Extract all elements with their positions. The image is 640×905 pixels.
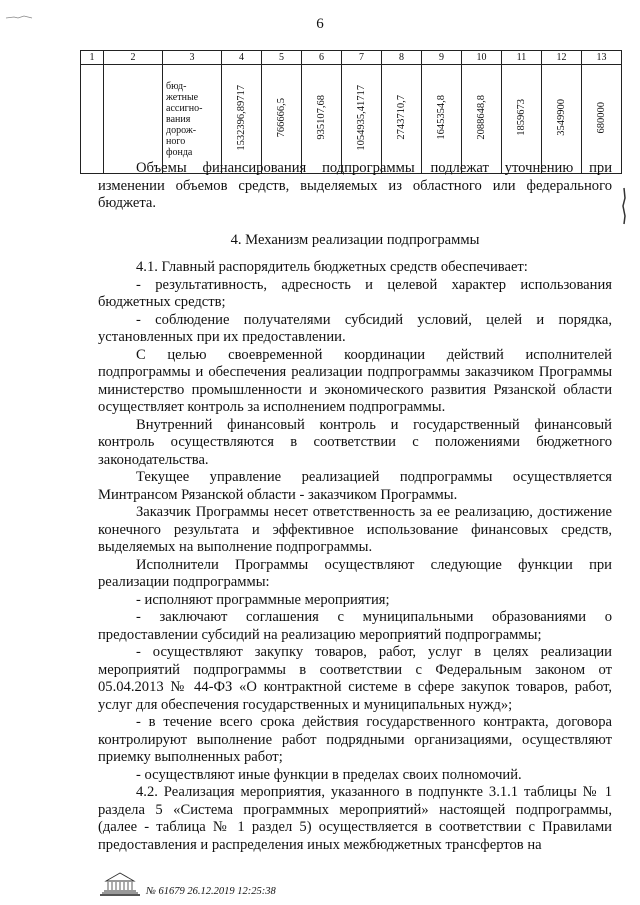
table-value-cell: 1532396,89717	[222, 65, 262, 174]
paragraph: С целью своевременной координации действий исполнителей подпрограммы и обеспечения реализации подпрограммы заказчиком Программы министерство промышленности и экономического развития Рязанской области осуществляет контроль за исполнением подпрограммы.	[98, 346, 612, 415]
table-header-cell: 5	[262, 51, 302, 65]
list-item: - заключают соглашения с муниципальными образованиями о предоставлении субсидий на реализацию мероприятий подпрограммы;	[98, 609, 612, 643]
document-body	[98, 160, 612, 854]
table-header-cell: 4	[222, 51, 262, 65]
document-footer	[98, 869, 276, 897]
paragraph: Текущее управление реализацией подпрограммы осуществляется Минтрансом Рязанской области - заказчиком Программы.	[98, 469, 612, 503]
table-header-cell: 7	[342, 51, 382, 65]
table-header-cell: 10	[462, 51, 502, 65]
table-header-cell: 1	[81, 51, 104, 65]
table-row	[81, 65, 622, 174]
financing-table	[80, 50, 622, 174]
table-header-cell: 8	[382, 51, 422, 65]
table-value-cell: 2743710,7	[382, 65, 422, 174]
paragraph: Исполнители Программы осуществляют следующие функции при реализации подпрограммы:	[98, 556, 612, 590]
section-heading: 4. Механизм реализации подпрограммы	[230, 231, 480, 248]
table-value-cell: 1645354,8	[422, 65, 462, 174]
table-value-cell: 680000	[582, 65, 622, 174]
table-value-cell: 1859673	[502, 65, 542, 174]
paragraph: Объемы финансирования подпрограммы подлежат уточнению при изменении объемов средств, выделяемых из областного или федерального бюджета.	[98, 160, 612, 211]
table-row-label: бюд- жетные ассигно- вания дорож- ного фонда	[163, 65, 222, 174]
paragraph: Заказчик Программы несет ответственность за ее реализацию, достижение конечного результата и эффективное использование финансовых средств, выделяемых на выполнение подпрограммы.	[98, 504, 612, 555]
list-item: - исполняют программные мероприятия;	[136, 591, 390, 608]
table-header-cell: 3	[163, 51, 222, 65]
table-header-cell: 6	[302, 51, 342, 65]
table-header-cell: 13	[582, 51, 622, 65]
table-value-cell: 935107,68	[302, 65, 342, 174]
page-number: 6	[316, 16, 324, 32]
list-item: - осуществляют закупку товаров, работ, услуг в целях реализации мероприятий подпрограммы в соответствии с Федеральным законом от 05.04.2013 № 44-ФЗ «О контрактной системе в сфере закупок товаров, работ, услуг для обеспечения государственных и муниципальных нужд»;	[98, 644, 612, 713]
scan-artifact-mark	[620, 186, 628, 226]
list-item: - соблюдение получателями субсидий условий, целей и порядка, установленных при их предоставлении.	[98, 311, 612, 345]
registration-stamp: № 61679 26.12.2019 12:25:38	[146, 886, 276, 897]
table-cell-empty	[104, 65, 163, 174]
table-cell-empty	[81, 65, 104, 174]
table-value-cell: 2088648,8	[462, 65, 502, 174]
table-header-cell: 11	[502, 51, 542, 65]
table-value-cell: 3549900	[542, 65, 582, 174]
table-value-cell: 766666,5	[262, 65, 302, 174]
table-header-cell: 9	[422, 51, 462, 65]
list-item: - результативность, адресность и целевой характер использования бюджетных средств;	[98, 276, 612, 310]
government-building-icon	[98, 869, 142, 897]
paragraph: 4.2. Реализация мероприятия, указанного в подпункте 3.1.1 таблицы № 1 раздела 5 «Система программных мероприятий» настоящей подпрограммы, (далее - таблица № 1 раздел 5) осуществляется в соответствии с Правилами предоставления и распределения иных межбюджетных трансфертов на	[98, 784, 612, 853]
list-item: - в течение всего срока действия государственного контракта, договора контролируют выполнение работ подрядными организациями, осуществляют приемку выполненных работ;	[98, 714, 612, 765]
table-header-cell: 12	[542, 51, 582, 65]
paragraph: Внутренний финансовый контроль и государственный финансовый контроль осуществляются в соответствии с положениями бюджетного законодательства.	[98, 416, 612, 468]
table-header-row	[81, 51, 622, 65]
table-value-cell: 1054935,41717	[342, 65, 382, 174]
paragraph: 4.1. Главный распорядитель бюджетных средств обеспечивает:	[136, 259, 528, 275]
table-header-cell: 2	[104, 51, 163, 65]
list-item: - осуществляют иные функции в пределах своих полномочий.	[136, 766, 522, 783]
